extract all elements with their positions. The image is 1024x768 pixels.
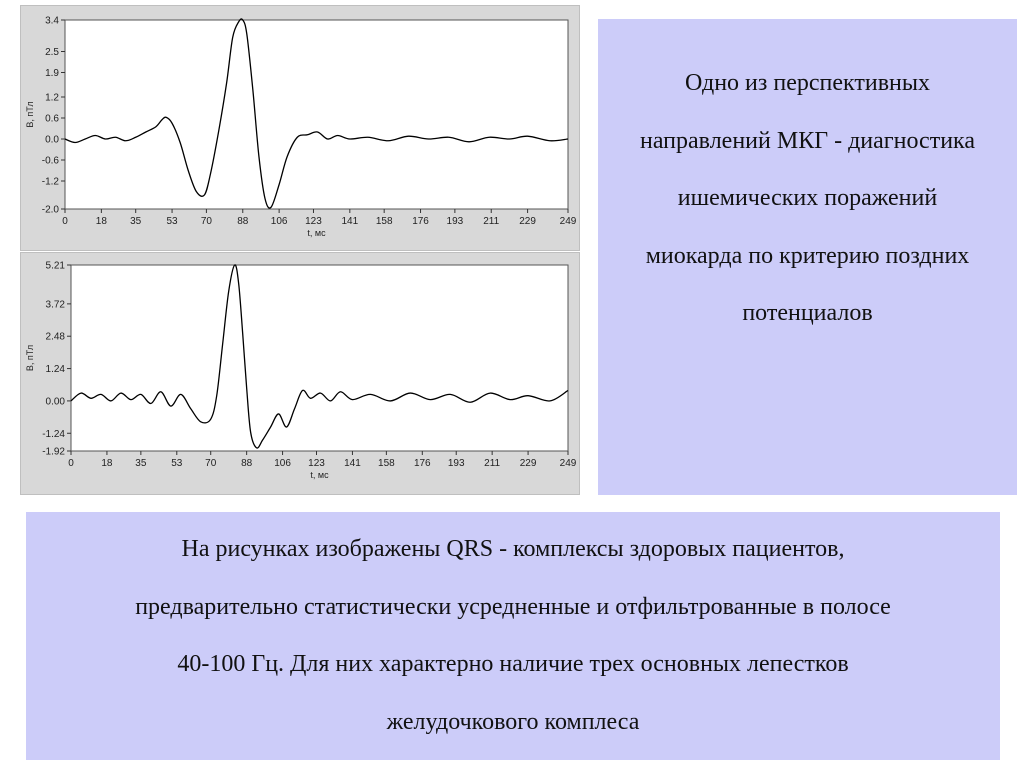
x-tick-label: 18 <box>95 216 107 227</box>
x-tick-label: 229 <box>519 458 537 469</box>
x-tick-label: 176 <box>413 458 431 469</box>
x-axis-title: t, мс <box>307 228 326 238</box>
x-tick-label: 229 <box>519 216 536 227</box>
y-tick-label: 0.00 <box>45 396 65 408</box>
y-tick-label: -0.6 <box>41 155 59 167</box>
x-tick-label: 193 <box>447 458 465 469</box>
x-tick-label: 53 <box>171 458 183 469</box>
y-tick-label: 0.6 <box>45 113 59 125</box>
x-tick-label: 106 <box>274 458 291 469</box>
plot-area <box>65 20 568 209</box>
x-tick-label: 88 <box>241 458 253 469</box>
y-axis-title: B, пТл <box>25 344 35 372</box>
x-tick-label: 249 <box>559 458 577 469</box>
y-tick-label: 1.24 <box>45 364 65 376</box>
x-tick-label: 249 <box>559 216 577 227</box>
x-tick-label: 70 <box>205 458 217 469</box>
y-tick-label: 5.21 <box>45 260 65 272</box>
right-info-text: Одно из перспективных направлений МКГ - диагностика ишемических поражений миокарда по критерию поздних потенциалов <box>640 70 975 326</box>
y-tick-label: -2.0 <box>41 204 59 216</box>
x-tick-label: 158 <box>378 458 395 469</box>
x-tick-label: 211 <box>483 216 500 227</box>
y-tick-label: 1.9 <box>45 68 59 79</box>
x-tick-label: 123 <box>305 216 322 227</box>
x-tick-label: 70 <box>200 216 212 227</box>
chart-top <box>21 6 581 252</box>
x-tick-label: 158 <box>375 216 393 227</box>
x-tick-label: 123 <box>308 458 325 469</box>
x-tick-label: 193 <box>446 216 464 227</box>
x-tick-label: 35 <box>135 458 147 469</box>
right-info-box <box>598 19 1017 495</box>
x-tick-label: 88 <box>237 216 249 227</box>
x-tick-label: 176 <box>412 216 429 227</box>
plot-area <box>71 265 568 451</box>
y-tick-label: 1.2 <box>45 92 59 104</box>
bottom-info-text: На рисунках изображены QRS - комплексы здоровых пациентов, предварительно статистически усредненные и отфильтрованные в полосе 40-100 Гц. Для них характерно наличие трех основных лепестков желудочкового комплеса <box>135 536 891 735</box>
y-tick-label: -1.24 <box>42 428 65 440</box>
x-axis-title: t, мс <box>310 470 329 480</box>
x-tick-label: 141 <box>341 216 359 227</box>
x-tick-label: 211 <box>484 458 501 469</box>
x-tick-label: 0 <box>68 458 74 469</box>
bottom-info-box <box>26 512 1000 760</box>
y-tick-label: 2.48 <box>45 331 65 343</box>
y-tick-label: 3.4 <box>45 15 59 27</box>
y-tick-label: 0.0 <box>45 134 59 146</box>
y-tick-label: -1.2 <box>41 176 59 188</box>
chart-bottom <box>21 253 581 496</box>
x-tick-label: 35 <box>130 216 142 227</box>
x-tick-label: 53 <box>166 216 178 227</box>
x-tick-label: 106 <box>270 216 288 227</box>
chart-panel-bottom <box>20 252 580 495</box>
x-tick-label: 18 <box>101 458 113 469</box>
y-tick-label: 3.72 <box>45 299 65 311</box>
x-tick-label: 141 <box>344 458 361 469</box>
x-tick-label: 0 <box>62 216 68 227</box>
y-tick-label: -1.92 <box>42 446 65 458</box>
y-tick-label: 2.5 <box>45 47 59 58</box>
y-axis-title: B, пТл <box>25 101 35 128</box>
chart-panel-top <box>20 5 580 251</box>
